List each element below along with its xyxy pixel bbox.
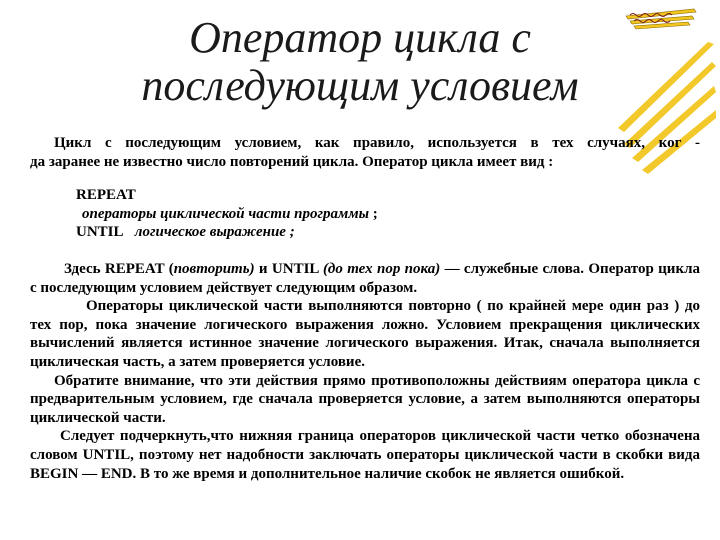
title-line-2: последующим условием bbox=[141, 61, 579, 110]
p1-part-e: — служебные слова. Оператор цикла с последующим условием действует следующим образом. bbox=[30, 261, 701, 296]
decorative-yellow-stripes-icon bbox=[616, 40, 716, 210]
paragraph-comparison: Обратите внимание, что эти действия прямо противоположны действиям оператора цикла с предварительным условием, где сначала проверяется условие, а затем выполняются операторы циклической части. bbox=[30, 372, 700, 426]
paragraph-execution: Операторы циклической части выполняются повторно ( по крайней мере один раз ) до тех пор, пока значение логического выражения ложно. Условием прекращения циклических вычислений является истинное значение логического выражения. Итак, сначала выполняется циклическая часть, а затем проверяется условие. bbox=[30, 298, 700, 370]
decorative-scribble-icon bbox=[622, 6, 702, 34]
intro-line-1: Цикл с последующим условием, как правило, используется в тех случаях, ког - bbox=[54, 135, 700, 151]
syntax-condition: логическое выражение ; bbox=[134, 224, 295, 241]
paragraph-keywords bbox=[30, 260, 700, 297]
p1-part-a: Здесь REPEAT ( bbox=[64, 261, 174, 277]
slide-title bbox=[60, 14, 660, 110]
syntax-until-line bbox=[76, 223, 676, 242]
p1-part-d: (до тех пор пока) bbox=[322, 261, 441, 277]
intro-paragraph bbox=[30, 134, 700, 171]
explanation-text bbox=[30, 260, 700, 483]
syntax-semicolon: ; bbox=[369, 205, 378, 222]
syntax-block bbox=[76, 186, 676, 242]
intro-line-2: да заранее не известно число повторений цикла. Оператор цикла имеет вид : bbox=[30, 153, 554, 170]
title-line-1: Оператор цикла с bbox=[189, 13, 531, 62]
keyword-until: UNTIL bbox=[76, 224, 124, 241]
p1-part-c: и UNTIL bbox=[254, 261, 323, 277]
keyword-repeat: REPEAT bbox=[76, 187, 136, 203]
paragraph-until-boundary: Следует подчеркнуть,что нижняя граница операторов циклической части четко обозначена словом UNTIL, поэтому нет надобности заключать операторы циклической части в скобки вида BEGIN — END. В то же время и дополнительное наличие скобок не является ошибкой. bbox=[30, 428, 700, 482]
p1-part-b: повторить) bbox=[173, 261, 255, 277]
syntax-body: операторы циклической части программы bbox=[82, 205, 369, 222]
syntax-body-line bbox=[76, 205, 676, 224]
